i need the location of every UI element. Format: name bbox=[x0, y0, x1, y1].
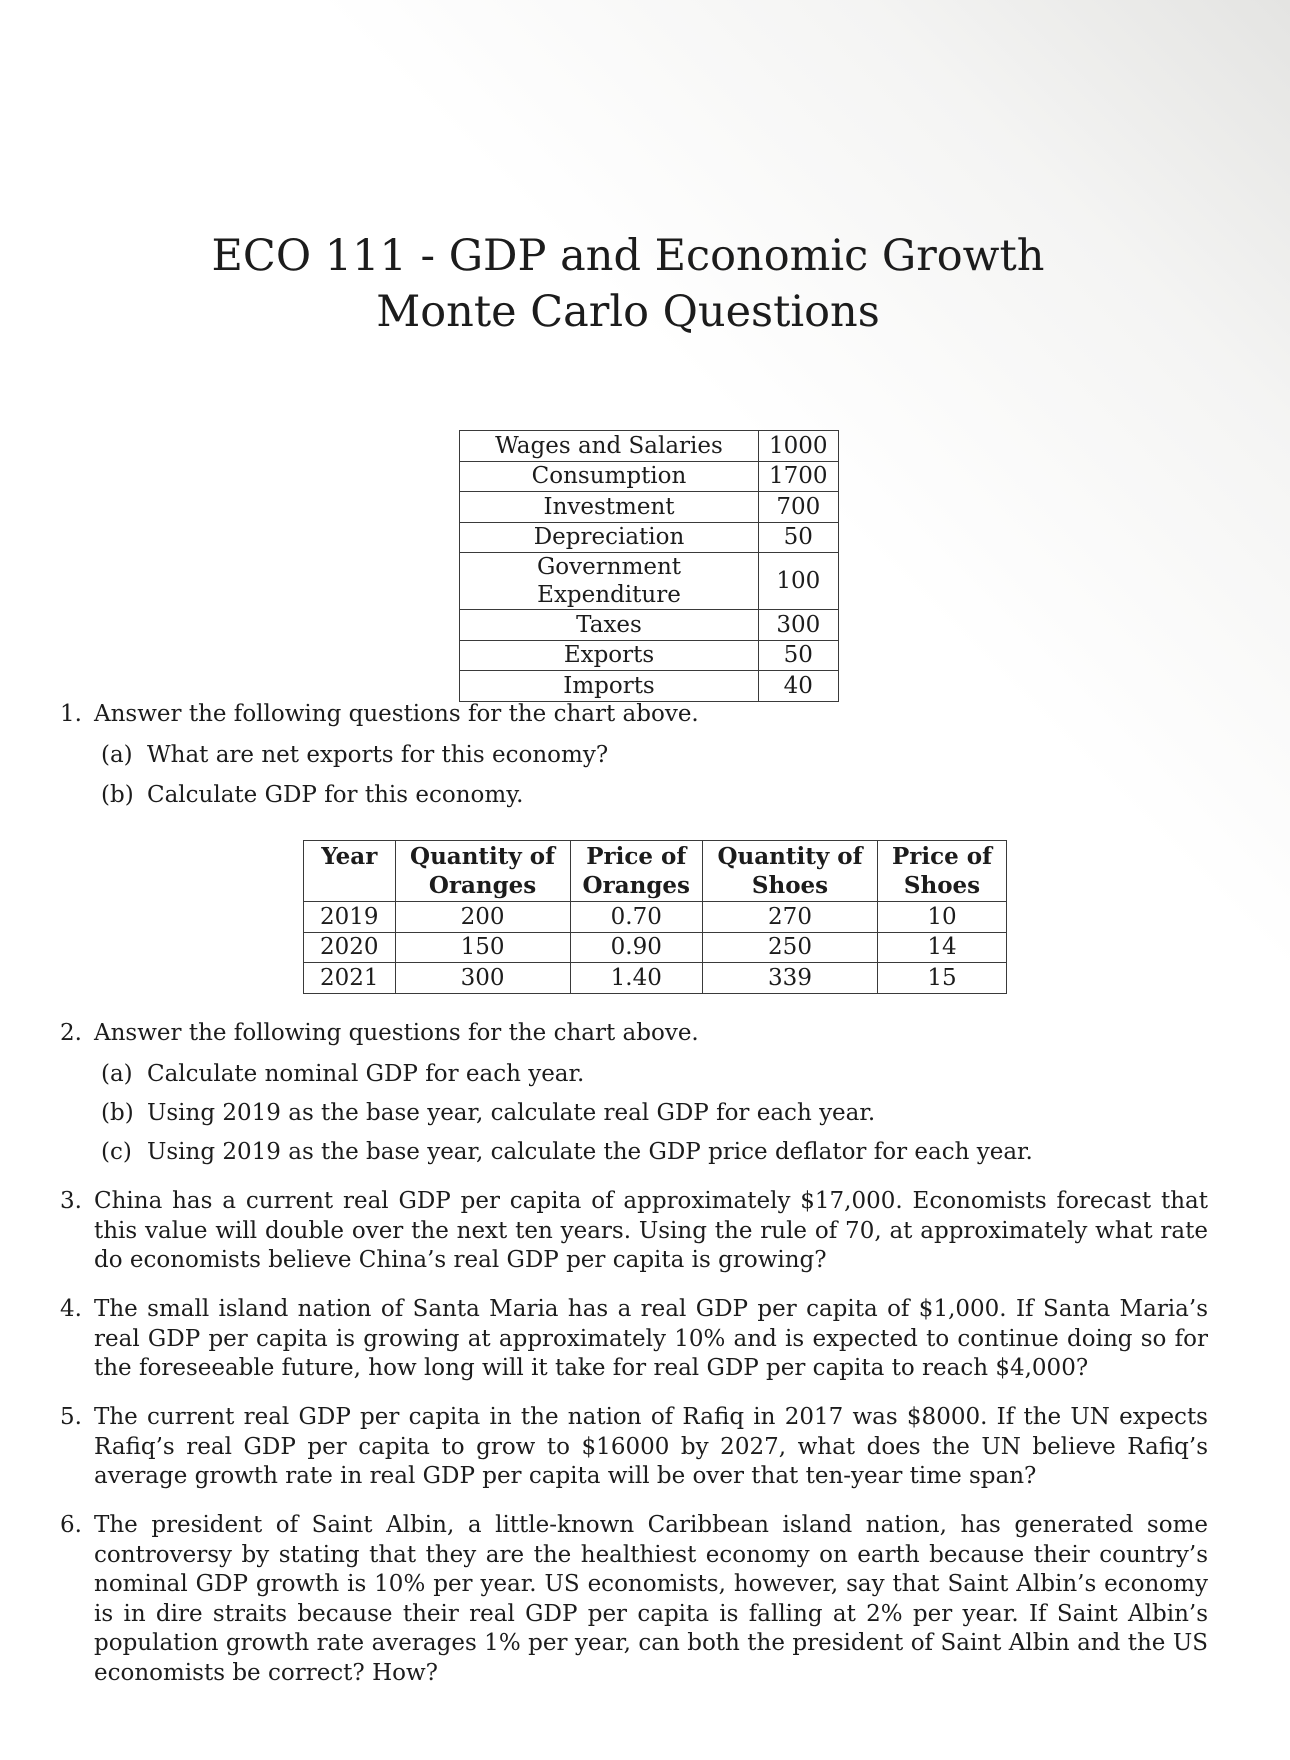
column-header: Year bbox=[304, 841, 396, 902]
table-cell: 0.70 bbox=[570, 902, 702, 933]
table-row bbox=[460, 492, 839, 523]
question-3 bbox=[60, 1187, 1208, 1276]
table-row bbox=[460, 553, 839, 610]
table-row bbox=[460, 522, 839, 553]
table-cell: 150 bbox=[395, 932, 570, 963]
table-row bbox=[460, 671, 839, 702]
row-label: Taxes bbox=[460, 610, 759, 641]
table-cell: 200 bbox=[395, 902, 570, 933]
row-value: 100 bbox=[759, 553, 839, 610]
production-table bbox=[303, 840, 1007, 994]
question-6 bbox=[60, 1511, 1208, 1688]
row-value: 1000 bbox=[759, 431, 839, 462]
question-1 bbox=[60, 700, 1208, 730]
sub-label: (b) bbox=[101, 1100, 134, 1126]
row-label: Exports bbox=[460, 640, 759, 671]
row-label: Government Expenditure bbox=[460, 553, 759, 610]
sub-label: (a) bbox=[101, 1061, 133, 1087]
row-value: 700 bbox=[759, 492, 839, 523]
question-4 bbox=[60, 1295, 1208, 1384]
table-cell: 300 bbox=[395, 963, 570, 994]
column-header: Quantity of Shoes bbox=[703, 841, 878, 902]
table-cell: 10 bbox=[878, 902, 1007, 933]
column-header: Price of Shoes bbox=[878, 841, 1007, 902]
question-2a bbox=[101, 1060, 584, 1090]
title-line-1: ECO 111 - GDP and Economic Growth bbox=[211, 231, 1045, 281]
sub-text: What are net exports for this economy? bbox=[147, 742, 609, 768]
table-header-row bbox=[304, 841, 1007, 902]
row-label: Depreciation bbox=[460, 522, 759, 553]
column-header: Quantity of Oranges bbox=[395, 841, 570, 902]
gdp-components-table bbox=[459, 430, 839, 702]
row-value: 50 bbox=[759, 522, 839, 553]
table-cell: 2019 bbox=[304, 902, 396, 933]
table-cell: 270 bbox=[703, 902, 878, 933]
question-number: 6. bbox=[60, 1512, 82, 1538]
table-cell: 0.90 bbox=[570, 932, 702, 963]
table-cell: 15 bbox=[878, 963, 1007, 994]
row-value: 300 bbox=[759, 610, 839, 641]
question-text: Answer the following questions for the chart above. bbox=[94, 1020, 699, 1046]
question-number: 3. bbox=[60, 1188, 82, 1214]
table-cell: 250 bbox=[703, 932, 878, 963]
table-cell: 339 bbox=[703, 963, 878, 994]
question-number: 1. bbox=[60, 701, 82, 727]
table-row bbox=[304, 932, 1007, 963]
title-line-2: Monte Carlo Questions bbox=[376, 287, 880, 337]
table-row bbox=[460, 431, 839, 462]
row-value: 50 bbox=[759, 640, 839, 671]
question-number: 5. bbox=[60, 1404, 82, 1430]
question-text: China has a current real GDP per capita of approximately $17,000. Economists forecast that this value will double over the next ten years. Using the rule of 70, at approximately what rate do economists believe China’s real GDP per capita is growing? bbox=[94, 1188, 1208, 1273]
question-number: 2. bbox=[60, 1020, 82, 1046]
row-value: 1700 bbox=[759, 461, 839, 492]
row-value: 40 bbox=[759, 671, 839, 702]
sub-text: Calculate nominal GDP for each year. bbox=[147, 1061, 585, 1087]
row-label: Wages and Salaries bbox=[460, 431, 759, 462]
table-row bbox=[460, 640, 839, 671]
question-number: 4. bbox=[60, 1296, 82, 1322]
table-row bbox=[460, 610, 839, 641]
table-cell: 2020 bbox=[304, 932, 396, 963]
sub-text: Using 2019 as the base year, calculate the GDP price deflator for each year. bbox=[147, 1139, 1033, 1165]
table-row bbox=[460, 461, 839, 492]
row-label: Imports bbox=[460, 671, 759, 702]
page-title bbox=[0, 228, 1256, 340]
question-5 bbox=[60, 1403, 1208, 1492]
table-cell: 14 bbox=[878, 932, 1007, 963]
question-2b bbox=[101, 1099, 875, 1129]
question-1b bbox=[101, 781, 523, 811]
question-1a bbox=[101, 741, 608, 771]
sub-label: (a) bbox=[101, 742, 133, 768]
table-row bbox=[304, 963, 1007, 994]
question-2 bbox=[60, 1019, 1208, 1049]
table-row bbox=[304, 902, 1007, 933]
sub-text: Calculate GDP for this economy. bbox=[147, 782, 524, 808]
column-header: Price of Oranges bbox=[570, 841, 702, 902]
sub-text: Using 2019 as the base year, calculate real GDP for each year. bbox=[147, 1100, 876, 1126]
row-label: Consumption bbox=[460, 461, 759, 492]
table-cell: 2021 bbox=[304, 963, 396, 994]
sub-label: (b) bbox=[101, 782, 134, 808]
question-text: The current real GDP per capita in the nation of Rafiq in 2017 was $8000. If the UN expects Rafiq’s real GDP per capita to grow to $16000 by 2027, what does the UN believe Rafiq’s average growth rate in real GDP per capita will be over that ten-year time span? bbox=[94, 1404, 1208, 1489]
table-cell: 1.40 bbox=[570, 963, 702, 994]
question-text: The president of Saint Albin, a little-known Caribbean island nation, has generated some controversy by stating that they are the healthiest economy on earth because their country’s nominal GDP growth is 10% per year. US economists, however, say that Saint Albin’s economy is in dire straits because their real GDP per capita is falling at 2% per year. If Saint Albin’s population growth rate averages 1% per year, can both the president of Saint Albin and the US economists be correct? How? bbox=[94, 1512, 1208, 1686]
row-label: Investment bbox=[460, 492, 759, 523]
question-text: Answer the following questions for the chart above. bbox=[94, 701, 699, 727]
question-text: The small island nation of Santa Maria has a real GDP per capita of $1,000. If Santa Maria’s real GDP per capita is growing at approximately 10% and is expected to continue doing so for the foreseeable future, how long will it take for real GDP per capita to reach $4,000? bbox=[94, 1296, 1208, 1381]
sub-label: (c) bbox=[101, 1139, 132, 1165]
question-2c bbox=[101, 1138, 1033, 1168]
